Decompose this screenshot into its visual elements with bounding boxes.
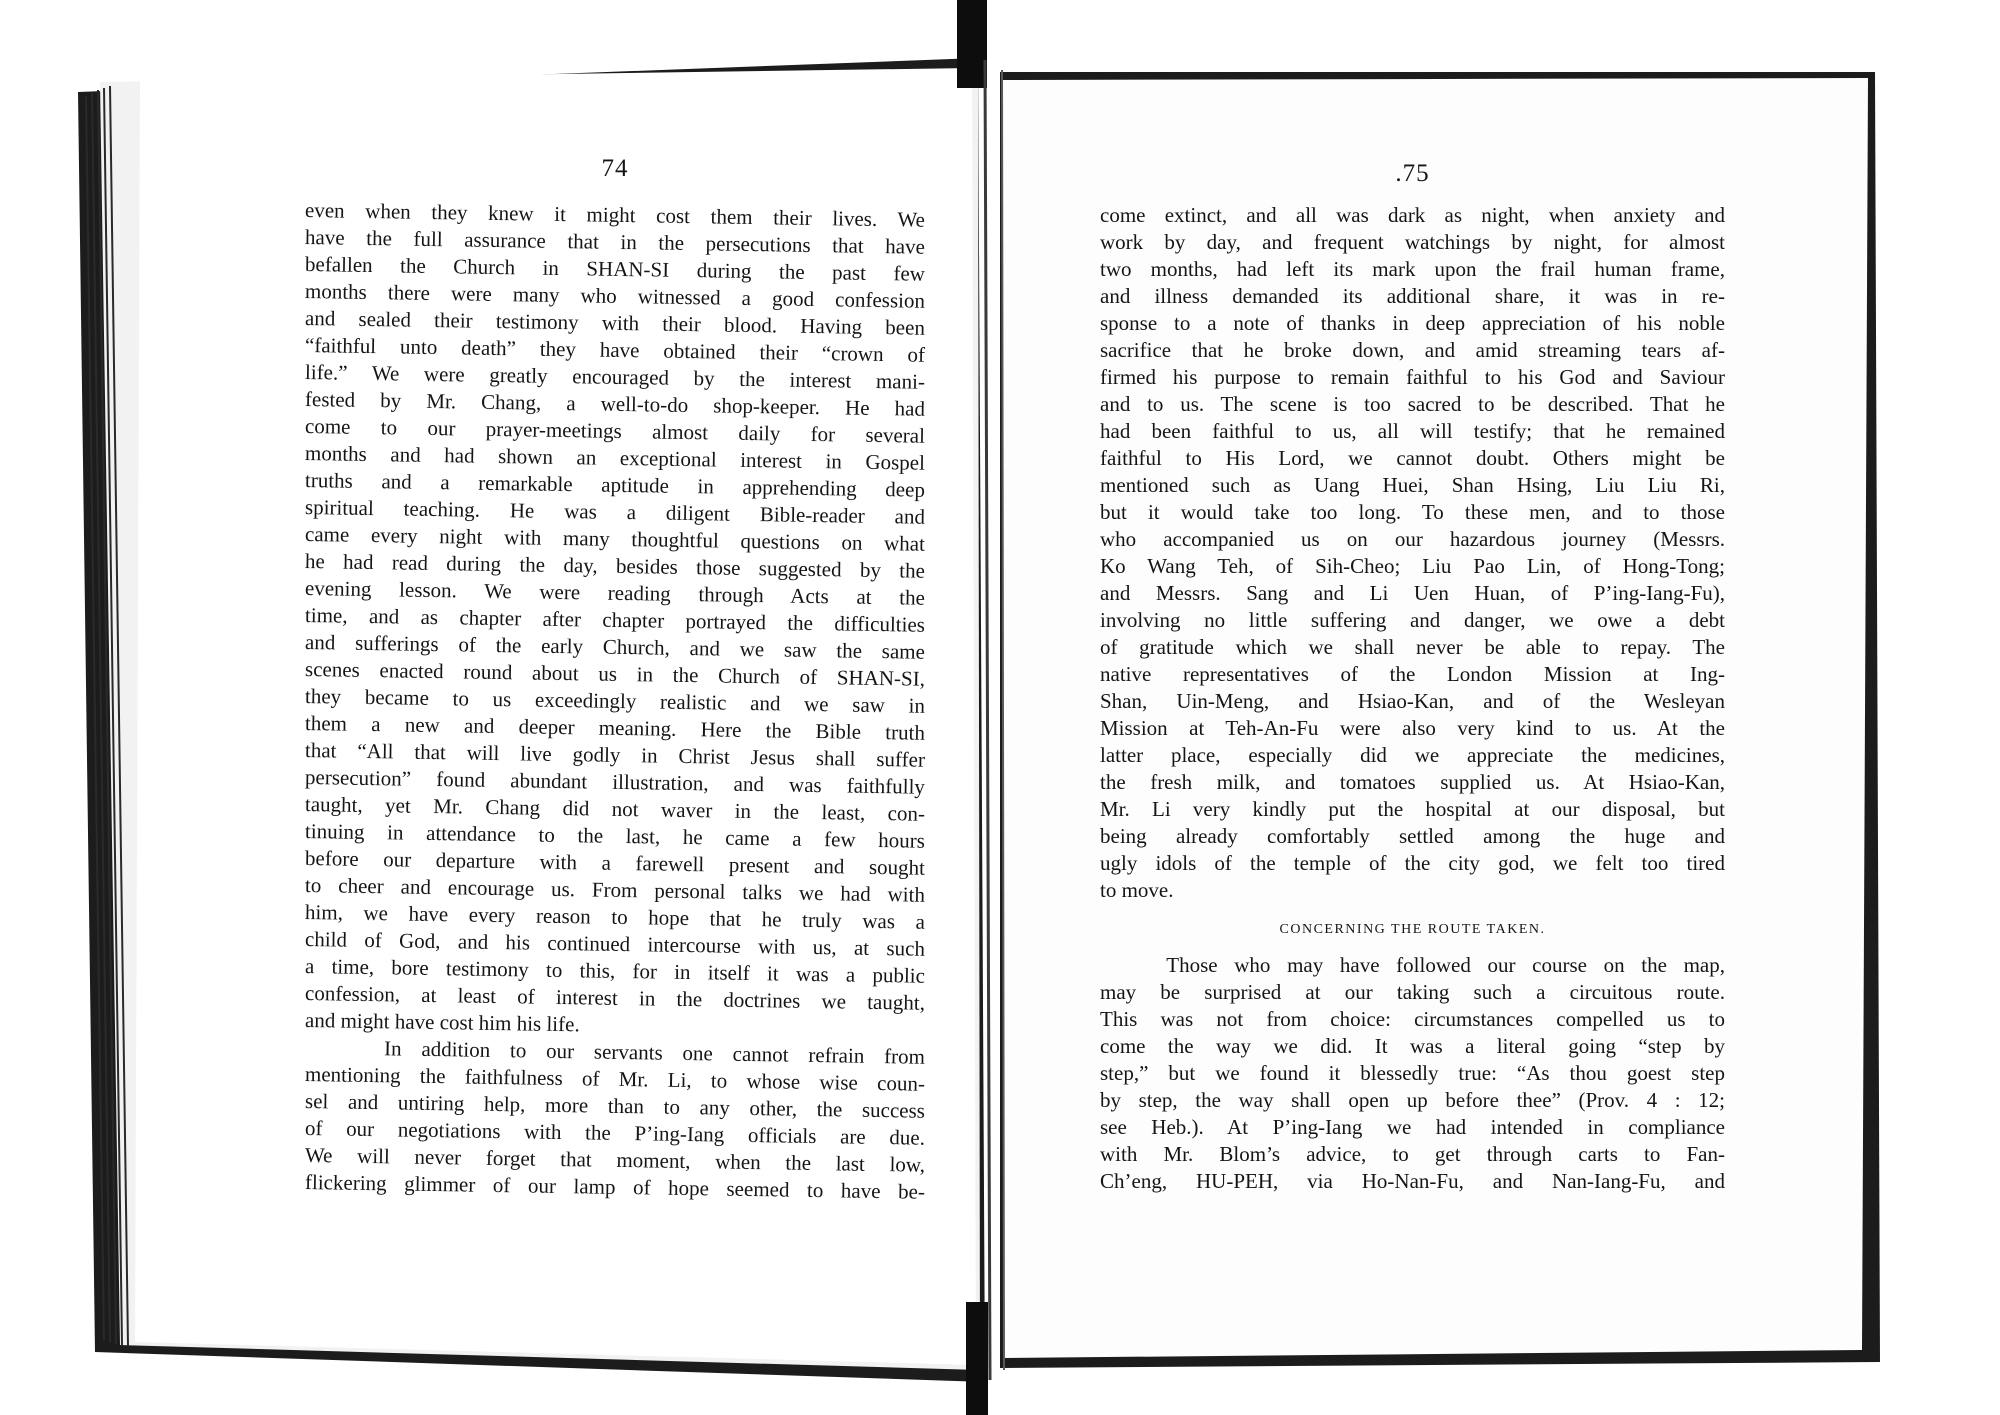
text-line: a time, bore testimony to this, for in itself it was a public [304, 954, 926, 988]
text-line: firmed his purpose to remain faithful to his God and Saviour [1100, 365, 1725, 389]
text-line: mentioned such as Uang Huei, Shan Hsing, Liu Liu Ri, [1100, 473, 1725, 497]
text-line: confession, at least of interest in the doctrines we taught, [304, 981, 926, 1015]
text-line: time, and as chapter after chapter portrayed the difficulties [304, 603, 926, 637]
text-line: persecution” found abundant illustration, and was faithfully [304, 765, 926, 799]
right-page-body-continued [1100, 952, 1725, 1195]
text-line: evening lesson. We were reading through Acts at the [304, 576, 926, 610]
text-line: spiritual teaching. He was a diligent Bible-reader and [304, 495, 926, 529]
text-line: work by day, and frequent watchings by night, for almost [1100, 230, 1725, 254]
text-line: step,” but we found it blessedly true: “As thou goest step [1100, 1061, 1725, 1085]
text-line: sacrifice that he broke down, and amid streaming tears af- [1100, 338, 1725, 362]
text-line: came every night with many thoughtful questions on what [304, 522, 926, 556]
text-line: being already comfortably settled among the huge and [1100, 824, 1725, 848]
text-line: and to us. The scene is too sacred to be described. That he [1100, 392, 1725, 416]
text-line: tinuing in attendance to the last, he came a few hours [304, 819, 926, 853]
text-line: scenes enacted round about us in the Church of SHAN-SI, [304, 657, 926, 691]
text-line: fested by Mr. Chang, a well-to-do shop-keeper. He had [304, 387, 926, 421]
text-line: involving no little suffering and danger, we owe a debt [1100, 608, 1725, 632]
text-line: life.” We were greatly encouraged by the interest mani- [304, 360, 926, 394]
text-line: had been faithful to us, all will testify; that he remained [1100, 419, 1725, 443]
text-line: child of God, and his continued intercourse with us, at such [304, 927, 926, 961]
text-line: months and had shown an exceptional interest in Gospel [304, 441, 926, 475]
text-line: come extinct, and all was dark as night, when anxiety and [1100, 203, 1725, 227]
text-line: We will never forget that moment, when the last low, [304, 1143, 926, 1177]
text-line: and sealed their testimony with their blood. Having been [304, 306, 926, 340]
text-line: taught, yet Mr. Chang did not waver in the least, con- [304, 792, 926, 826]
text-line: by step, the way shall open up before thee” (Prov. 4 : 12; [1100, 1088, 1725, 1112]
right-page-body [1100, 202, 1725, 904]
text-line: and illness demanded its additional share, it was in re- [1100, 284, 1725, 308]
text-line: even when they knew it might cost them their lives. We [304, 198, 926, 232]
text-line: see Heb.). At P’ing-Iang we had intended in compliance [1100, 1115, 1725, 1139]
text-line: and might have cost him his life. [304, 1008, 580, 1037]
text-line: Shan, Uin-Meng, and Hsiao-Kan, and of the Wesleyan [1100, 689, 1725, 713]
text-line: the fresh milk, and tomatoes supplied us. At Hsiao-Kan, [1100, 770, 1725, 794]
text-line: come to our prayer-meetings almost daily for several [304, 414, 926, 448]
text-line: sel and untiring help, more than to any other, the success [304, 1089, 926, 1123]
text-line: Ch’eng, HU-PEH, via Ho-Nan-Fu, and Nan-Iang-Fu, and [1100, 1169, 1725, 1193]
text-line: months there were many who witnessed a good confession [304, 279, 926, 313]
text-line: Mr. Li very kindly put the hospital at our disposal, but [1100, 797, 1725, 821]
text-line: them a new and deeper meaning. Here the Bible truth [304, 711, 926, 745]
text-line: This was not from choice: circumstances compelled us to [1100, 1007, 1725, 1031]
text-line: latter place, especially did we appreciate the medicines, [1100, 743, 1725, 767]
page-number: 74 [601, 155, 629, 182]
right-page [1100, 160, 1725, 1195]
text-line: Mission at Teh-An-Fu were also very kind to us. At the [1100, 716, 1725, 740]
text-line: they became to us exceedingly realistic and we saw in [304, 684, 926, 718]
text-line: befallen the Church in SHAN-SI during the past few [304, 252, 926, 286]
text-line: truths and a remarkable aptitude in apprehending deep [304, 468, 926, 502]
text-line: flickering glimmer of our lamp of hope seemed to have be- [304, 1170, 926, 1204]
text-line: native representatives of the London Mission at Ing- [1100, 662, 1725, 686]
text-line: to cheer and encourage us. From personal talks we had with [304, 873, 926, 907]
text-line: before our departure with a farewell present and sought [304, 846, 926, 880]
text-line: have the full assurance that in the persecutions that have [304, 225, 926, 259]
text-line: come the way we did. It was a literal going “step by [1100, 1034, 1725, 1058]
text-line: who accompanied us on our hazardous journey (Messrs. [1100, 527, 1725, 551]
text-line: “faithful unto death” they have obtained their “crown of [304, 333, 926, 367]
text-line: of gratitude which we shall never be able to repay. The [1100, 635, 1725, 659]
left-page [304, 155, 926, 1204]
text-line: Ko Wang Teh, of Sih-Cheo; Liu Pao Lin, of Hong-Tong; [1100, 554, 1725, 578]
text-line: ugly idols of the temple of the city god, we felt too tired [1100, 851, 1725, 875]
text-line: he had read during the day, besides those suggested by the [304, 549, 926, 583]
text-line: and Messrs. Sang and Li Uen Huan, of P’ing-Iang-Fu), [1100, 581, 1725, 605]
text-line: and sufferings of the early Church, and we saw the same [304, 630, 926, 664]
text-line: to move. [1100, 878, 1174, 902]
text-line: Those who may have followed our course on the map, [1100, 953, 1725, 977]
text-line: faithful to His Lord, we cannot doubt. Others might be [1100, 446, 1725, 470]
text-line: may be surprised at our taking such a circuitous route. [1100, 980, 1725, 1004]
page-number: .75 [1395, 160, 1430, 187]
text-line: but it would take too long. To these men, and to those [1100, 500, 1725, 524]
section-heading: CONCERNING THE ROUTE TAKEN. [1279, 922, 1546, 937]
text-line: of our negotiations with the P’ing-Iang officials are due. [304, 1116, 926, 1150]
text-line: sponse to a note of thanks in deep appreciation of his noble [1100, 311, 1725, 335]
text-line: with Mr. Blom’s advice, to get through carts to Fan- [1100, 1142, 1725, 1166]
text-line: two months, had left its mark upon the frail human frame, [1100, 257, 1725, 281]
text-line: that “All that will live godly in Christ Jesus shall suffer [304, 738, 926, 772]
text-line: him, we have every reason to hope that he truly was a [304, 900, 926, 934]
left-page-body [304, 197, 926, 1204]
text-line: mentioning the faithfulness of Mr. Li, to whose wise coun- [304, 1062, 926, 1096]
text-line: In addition to our servants one cannot refrain from [304, 1035, 926, 1069]
